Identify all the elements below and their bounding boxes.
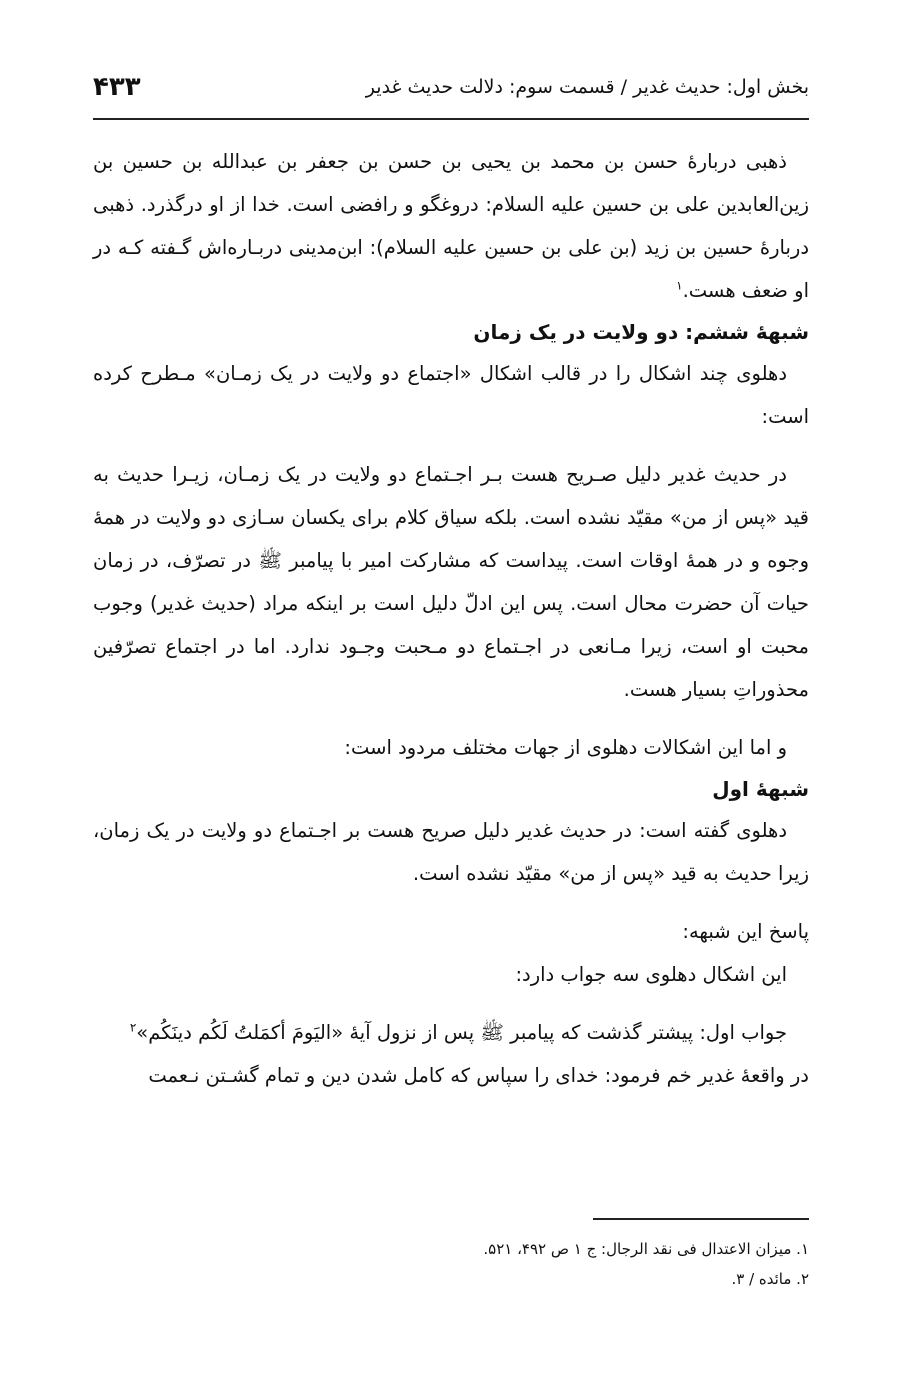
page-number: ۴۳۳ (93, 72, 141, 102)
paragraph (93, 140, 809, 312)
paragraph: دهلوی گفته است: در حدیث غدیر دلیل صریح هست بر اجـتماع دو ولایت در یک زمان، زیرا حدیث به قید «پس از من» مقیّد نشده است. (93, 819, 809, 885)
paragraph: و اما این اشکالات دهلوی از جهات مختلف مردود است: (344, 736, 787, 759)
footnote-marker: ۲ (129, 1020, 137, 1035)
paragraph: در واقعۀ غدیر خم فرمود: خدای را سپاس که کامل شدن دین و تمام گشـتن نـعمت (148, 1064, 809, 1087)
paragraph: دهلوی چند اشکال را در قالب اشکال «اجتماع دو ولایت در یک زمـان» مـطرح کرده است: (93, 362, 809, 428)
header-rule (93, 118, 809, 120)
body-text (93, 140, 809, 1097)
paragraph (93, 1011, 809, 1054)
paragraph: پاسخ این شبهه: (682, 920, 809, 943)
footnotes (93, 1234, 809, 1294)
footnote: ۱. میزان الاعتدال فی نقد الرجال: ج ۱ ص ۴۹۲، ۵۲۱. (483, 1240, 809, 1258)
footnote-rule (593, 1218, 809, 1220)
section-heading: شبهۀ ششم: دو ولایت در یک زمان (473, 320, 809, 344)
running-head: بخش اول: حدیث غدیر / قسمت سوم: دلالت حدیث غدیر (365, 76, 809, 98)
paragraph-text: جواب اول: پیشتر گذشت که پیامبر ﷺ پس از نزول آیۀ «الیَومَ أکمَلتُ لَکُم دینَکُم» (136, 1021, 787, 1044)
section-heading: شبهۀ اول (712, 777, 809, 801)
paragraph-text: ذهبی دربارۀ حسن بن محمد بن یحیی بن حسن بن جعفر بن عبدالله بن حسین بن زین‌العابدین علی بن حسین علیه السلام: دروغگو و رافضی است. خدا از او درگذرد. ذهبی دربارۀ حسین بن زید (بن علی بن حسین علیه السلام): ابن‌مدینی دربـاره‌اش گـفته کـه در او ضعف هست. (93, 150, 809, 302)
footnote-marker: ۱ (676, 278, 683, 293)
book-page (93, 0, 809, 1390)
quoted-passage: در حدیث غدیر دلیل صـریح هست بـر اجـتماع دو ولایت در یک زمـان، زیـرا حدیث به قید «پس از من» مقیّد نشده است. بلکه سیاق کلام برای یکسان سـازی دو ولایت در همۀ وجوه و در همۀ اوقات است. پیداست که مشارکت امیر با پیامبر ﷺ در تصرّف، در زمان حیات آن حضرت محال است. پس این ادلّ دلیل است بر اینکه مراد (حدیث غدیر) وجوب محبت او است، زیرا مـانعی در اجـتماع دو مـحبت وجـود ندارد. اما در اجتماع تصرّفین محذوراتِ بسیار هست. (93, 463, 809, 701)
footnote: ۲. مائده / ۳. (731, 1270, 809, 1288)
paragraph: این اشکال دهلوی سه جواب دارد: (515, 963, 787, 986)
page-header (93, 72, 809, 108)
